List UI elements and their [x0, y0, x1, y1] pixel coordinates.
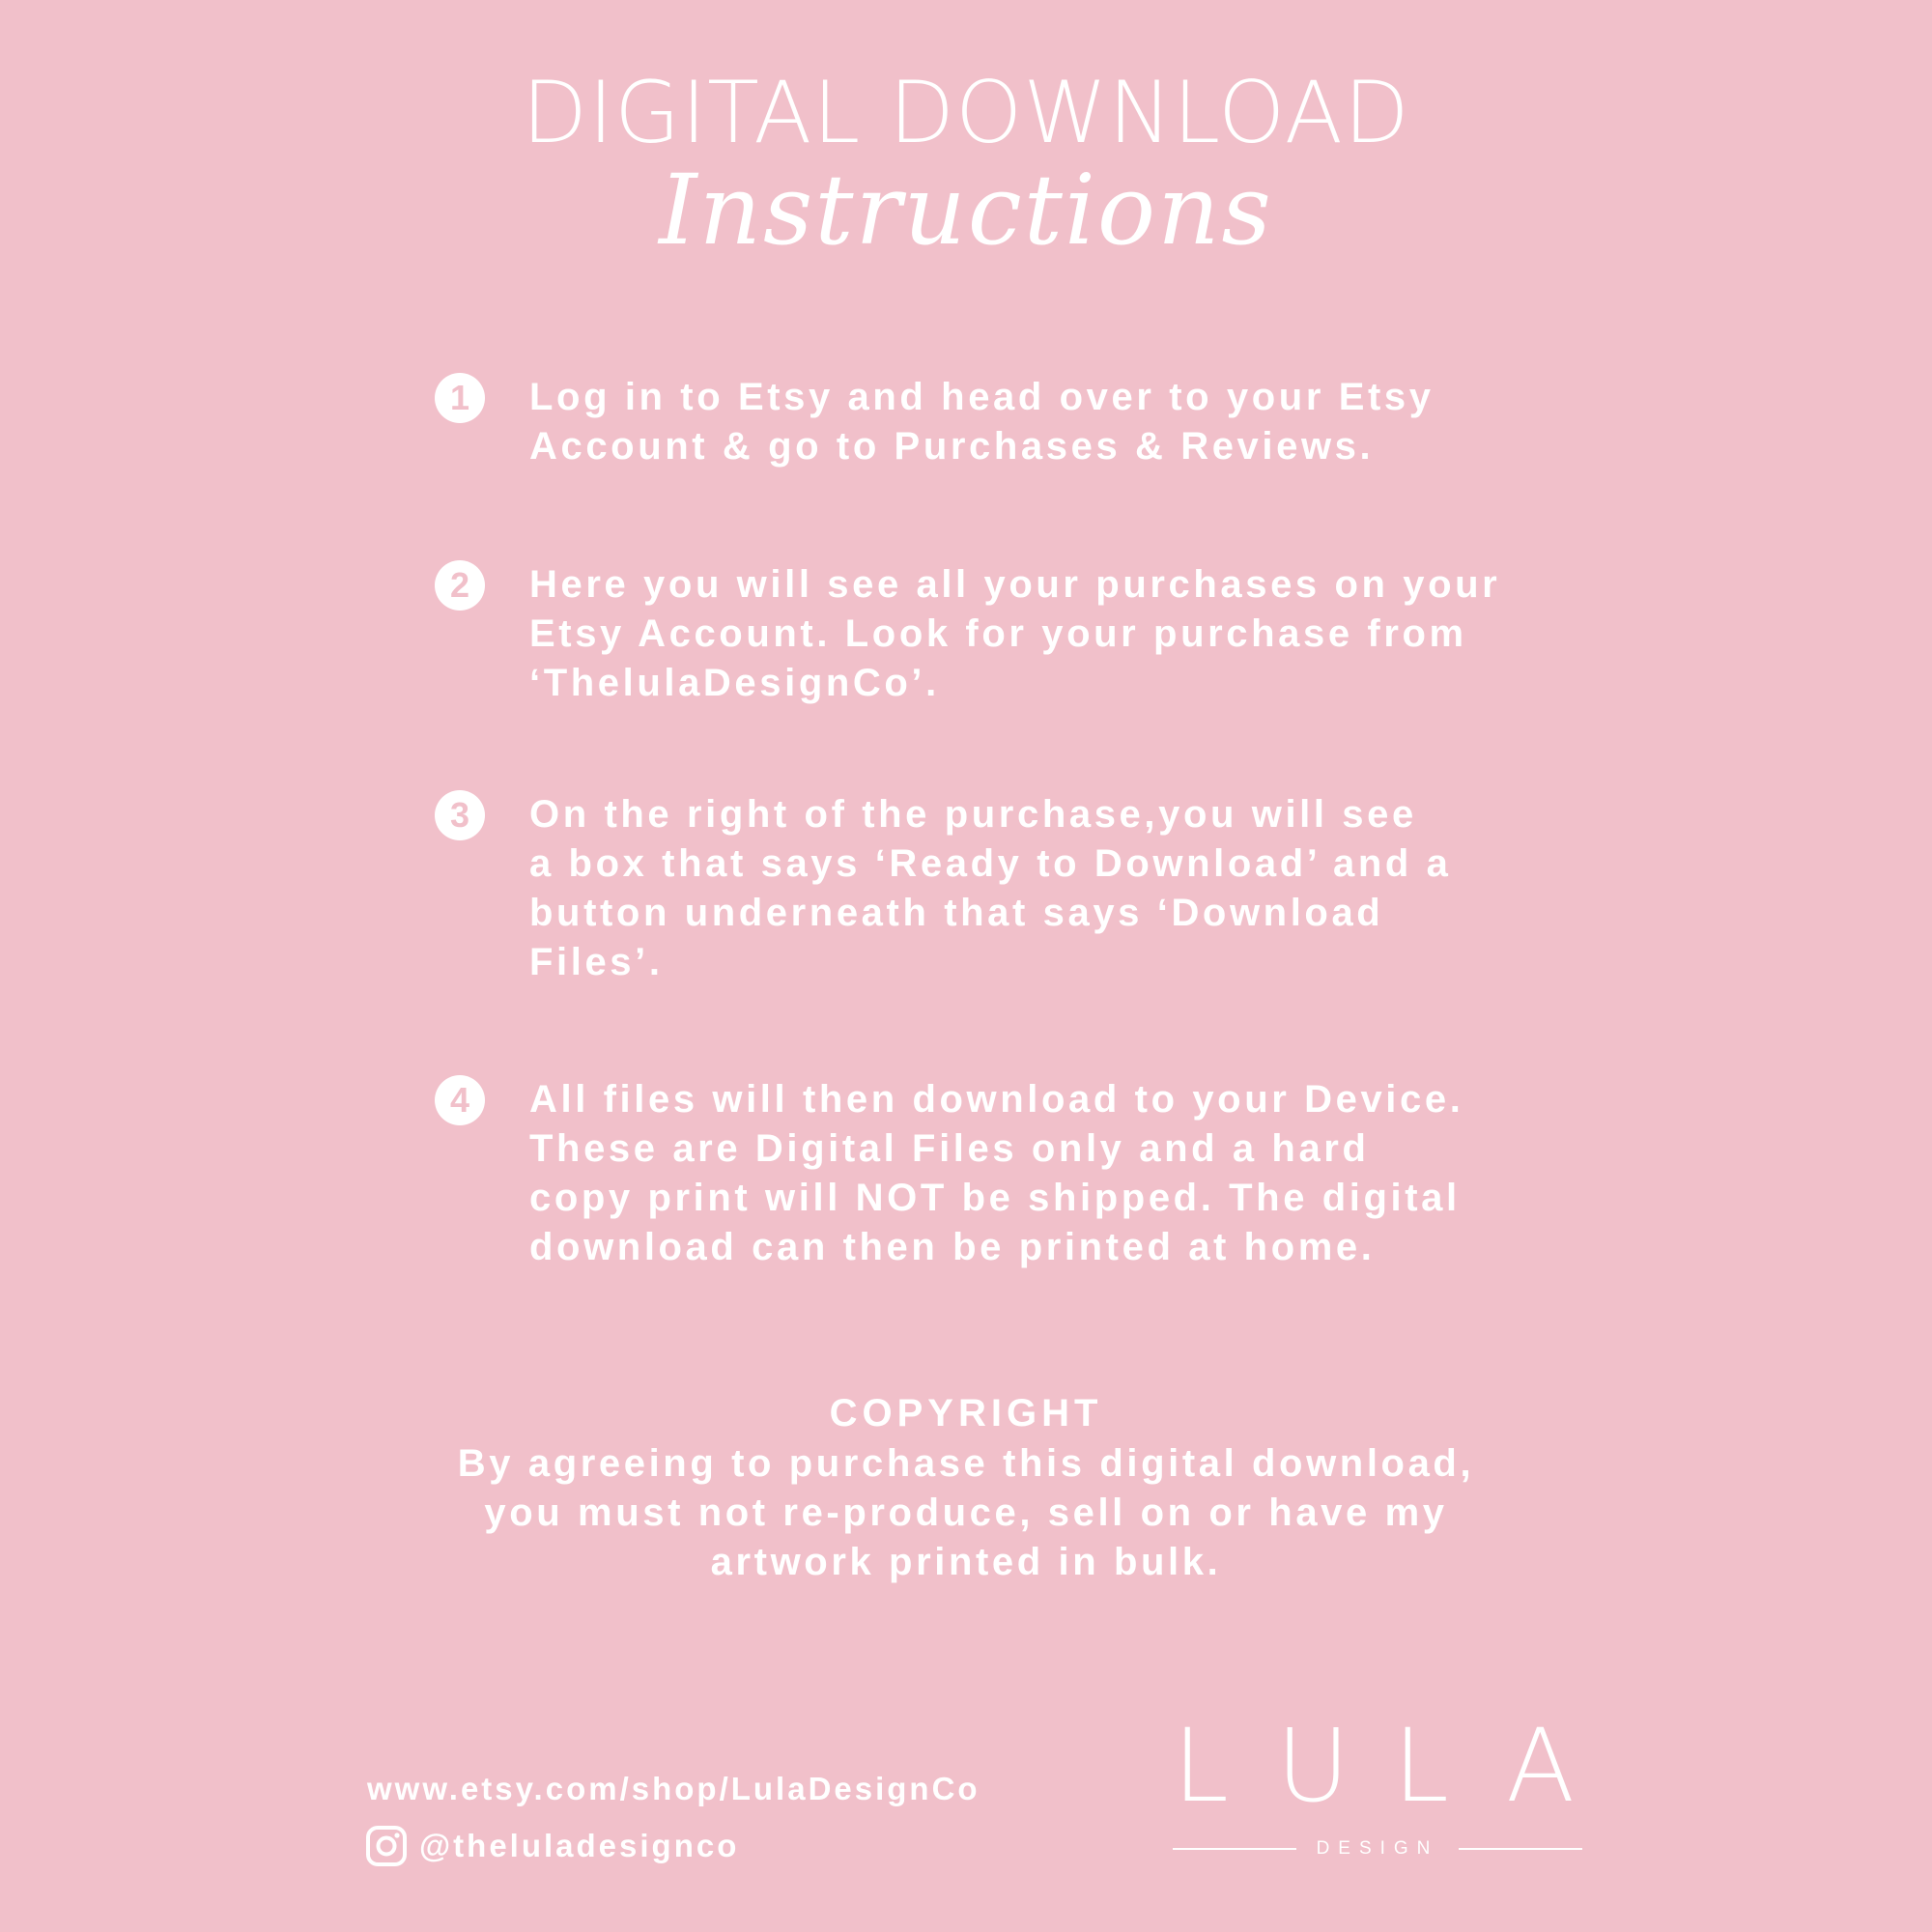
step-number-badge: 1: [435, 373, 485, 423]
step-text: All files will then download to your Device. These are Digital Files only and a hard copy print will NOT be shipped. The digital download can then be printed at home.: [529, 1078, 1464, 1268]
copyright-heading: COPYRIGHT: [829, 1392, 1103, 1435]
logo-letter: A: [1506, 1707, 1576, 1825]
logo-wordmark: [1173, 1707, 1582, 1825]
step-number-badge: 4: [435, 1075, 485, 1125]
instagram-link[interactable]: [365, 1822, 739, 1870]
instagram-icon: [365, 1825, 408, 1867]
step-number-badge: 2: [435, 560, 485, 611]
instagram-handle: @theluladesignco: [419, 1828, 740, 1863]
page-title: DIGITAL DOWNLOAD: [522, 63, 1410, 162]
logo-letter: U: [1276, 1707, 1350, 1825]
step-number-badge: 3: [435, 790, 485, 840]
copyright-text: By agreeing to purchase this digital download, you must not re-produce, sell on or have my artwork printed in bulk.: [457, 1442, 1475, 1583]
logo-letter: L: [1393, 1707, 1449, 1825]
lula-design-logo: [1173, 1707, 1582, 1864]
shop-website-link[interactable]: www.etsy.com/shop/LulaDesignCo: [367, 1771, 980, 1806]
step-text: Here you will see all your purchases on your Etsy Account. Look for your purchase from ‘ThelulaDesignCo’.: [529, 563, 1501, 704]
logo-subtitle: DESIGN: [1316, 1838, 1439, 1859]
logo-divider-right: [1459, 1848, 1582, 1850]
step-text: Log in to Etsy and head over to your Etsy Account & go to Purchases & Reviews.: [529, 376, 1435, 468]
step-text: On the right of the purchase,you will see a box that says ‘Ready to Download’ and a button underneath that says ‘Download Files’.: [529, 793, 1452, 983]
logo-letter: L: [1173, 1707, 1229, 1825]
page-subtitle: Instructions: [659, 154, 1273, 267]
